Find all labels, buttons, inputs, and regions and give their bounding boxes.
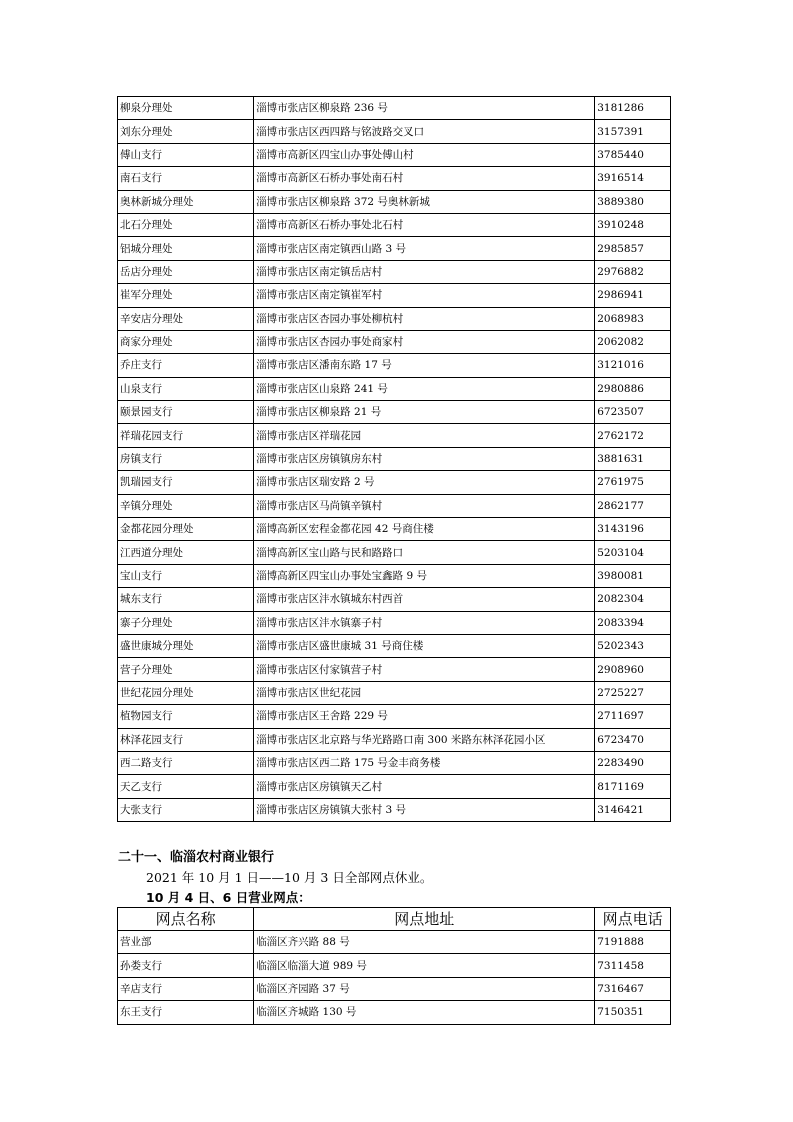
branch-name-cell: 盛世康城分理处 [118,634,254,657]
table-row [118,681,671,704]
table-row [118,190,671,213]
branch-name-cell: 植物园支行 [118,705,254,728]
branch-name-cell: 凯瑞园支行 [118,471,254,494]
branch-name-cell: 铝城分理处 [118,237,254,260]
table-row [118,424,671,447]
branch-name-cell: 孙娄支行 [118,954,254,977]
header-branch-address: 网点地址 [254,908,595,931]
branch-table-zhangdian [117,96,671,822]
table-header-row [118,908,671,931]
branch-address-cell: 淄博市张店区北京路与华光路路口南 300 米路东林泽花园小区 [254,728,595,751]
branch-address-cell: 淄博市张店区瑞安路 2 号 [254,471,595,494]
branch-phone-cell: 6723470 [595,728,671,751]
branch-phone-cell: 3910248 [595,213,671,236]
branch-name-cell: 傅山支行 [118,143,254,166]
branch-name-cell: 金都花园分理处 [118,518,254,541]
table-row [118,471,671,494]
branch-phone-cell: 7316467 [595,977,671,1000]
table-row [118,775,671,798]
table-row [118,611,671,634]
table-row [118,97,671,120]
branch-address-cell: 淄博市高新区石桥办事处南石村 [254,167,595,190]
branch-name-cell: 颐景园支行 [118,401,254,424]
table-row [118,728,671,751]
branch-name-cell: 林泽花园支行 [118,728,254,751]
branch-phone-cell: 5203104 [595,541,671,564]
branch-phone-cell: 7150351 [595,1001,671,1024]
branch-address-cell: 淄博市张店区西四路与铭波路交叉口 [254,120,595,143]
branch-name-cell: 崔军分理处 [118,284,254,307]
branch-address-cell: 淄博市张店区祥瑞花园 [254,424,595,447]
branch-name-cell: 大张支行 [118,798,254,821]
branch-name-cell: 西二路支行 [118,751,254,774]
table-row [118,931,671,954]
table-row [118,588,671,611]
branch-address-cell: 临淄区齐园路 37 号 [254,977,595,1000]
table-row [118,447,671,470]
table-row [118,1001,671,1024]
branch-name-cell: 岳店分理处 [118,260,254,283]
branch-address-cell: 淄博市张店区盛世康城 31 号商住楼 [254,634,595,657]
table-row [118,751,671,774]
branch-phone-cell: 2908960 [595,658,671,681]
table-row [118,977,671,1000]
branch-name-cell: 刘东分理处 [118,120,254,143]
branch-phone-cell: 2068983 [595,307,671,330]
branch-address-cell: 淄博市张店区杏园办事处柳杭村 [254,307,595,330]
open-days-subheading: 10 月 4 日、6 日营业网点： [146,890,311,905]
branch-address-cell: 淄博市张店区沣水镇城东村西首 [254,588,595,611]
branch-name-cell: 奥林新城分理处 [118,190,254,213]
branch-name-cell: 辛镇分理处 [118,494,254,517]
table-row [118,120,671,143]
branch-name-cell: 宝山支行 [118,564,254,587]
branch-name-cell: 山泉支行 [118,377,254,400]
branch-address-cell: 淄博市张店区西二路 175 号金丰商务楼 [254,751,595,774]
header-branch-phone: 网点电话 [595,908,671,931]
table-row [118,541,671,564]
table-row [118,237,671,260]
branch-address-cell: 淄博市张店区马尚镇辛镇村 [254,494,595,517]
branch-phone-cell: 3980081 [595,564,671,587]
branch-address-cell: 淄博市张店区世纪花园 [254,681,595,704]
table-row [118,167,671,190]
table-row [118,143,671,166]
branch-name-cell: 南石支行 [118,167,254,190]
table-row [118,494,671,517]
branch-table-linzi [117,907,671,1025]
table-body [118,97,671,822]
branch-address-cell: 临淄区齐城路 130 号 [254,1001,595,1024]
table-row [118,518,671,541]
branch-phone-cell: 3121016 [595,354,671,377]
branch-name-cell: 房镇支行 [118,447,254,470]
branch-address-cell: 淄博市张店区柳泉路 372 号奥林新城 [254,190,595,213]
branch-address-cell: 淄博市张店区南定镇岳店村 [254,260,595,283]
table-row [118,284,671,307]
branch-name-cell: 北石分理处 [118,213,254,236]
branch-address-cell: 淄博高新区四宝山办事处宝鑫路 9 号 [254,564,595,587]
table-row [118,213,671,236]
branch-address-cell: 淄博市张店区王舍路 229 号 [254,705,595,728]
table-row [118,354,671,377]
branch-address-cell: 淄博市张店区南定镇西山路 3 号 [254,237,595,260]
table-row [118,634,671,657]
branch-name-cell: 柳泉分理处 [118,97,254,120]
branch-address-cell: 淄博市高新区石桥办事处北石村 [254,213,595,236]
branch-address-cell: 淄博市张店区杏园办事处商家村 [254,330,595,353]
table-row [118,260,671,283]
branch-address-cell: 淄博市高新区四宝山办事处傅山村 [254,143,595,166]
branch-name-cell: 乔庄支行 [118,354,254,377]
table-row [118,401,671,424]
branch-phone-cell: 2761975 [595,471,671,494]
branch-name-cell: 天乙支行 [118,775,254,798]
table-body [118,931,671,1025]
branch-address-cell: 淄博市张店区付家镇营子村 [254,658,595,681]
branch-name-cell: 辛安店分理处 [118,307,254,330]
branch-phone-cell: 2283490 [595,751,671,774]
branch-phone-cell: 2976882 [595,260,671,283]
header-branch-name: 网点名称 [118,908,254,931]
table-row [118,954,671,977]
table-row [118,330,671,353]
branch-phone-cell: 3785440 [595,143,671,166]
closure-notice: 2021 年 10 月 1 日——10 月 3 日全部网点休业。 [146,870,433,885]
branch-phone-cell: 3916514 [595,167,671,190]
branch-name-cell: 营子分理处 [118,658,254,681]
branch-phone-cell: 2985857 [595,237,671,260]
branch-address-cell: 淄博市张店区南定镇崔军村 [254,284,595,307]
branch-phone-cell: 2862177 [595,494,671,517]
branch-name-cell: 江西道分理处 [118,541,254,564]
branch-address-cell: 淄博市张店区沣水镇寨子村 [254,611,595,634]
branch-address-cell: 临淄区齐兴路 88 号 [254,931,595,954]
table-row [118,564,671,587]
table-row [118,658,671,681]
branch-phone-cell: 2082304 [595,588,671,611]
branch-phone-cell: 7311458 [595,954,671,977]
branch-phone-cell: 5202343 [595,634,671,657]
branch-name-cell: 城东支行 [118,588,254,611]
branch-name-cell: 祥瑞花园支行 [118,424,254,447]
section-heading: 二十一、临淄农村商业银行 [118,850,275,865]
branch-phone-cell: 3157391 [595,120,671,143]
branch-name-cell: 营业部 [118,931,254,954]
branch-phone-cell: 3143196 [595,518,671,541]
branch-address-cell: 淄博市张店区潘南东路 17 号 [254,354,595,377]
branch-phone-cell: 2711697 [595,705,671,728]
branch-phone-cell: 3889380 [595,190,671,213]
branch-address-cell: 淄博市张店区柳泉路 21 号 [254,401,595,424]
branch-phone-cell: 3146421 [595,798,671,821]
branch-address-cell: 淄博市张店区房镇镇天乙村 [254,775,595,798]
branch-address-cell: 淄博高新区宝山路与民和路路口 [254,541,595,564]
table-row [118,307,671,330]
branch-name-cell: 世纪花园分理处 [118,681,254,704]
table-row [118,798,671,821]
branch-address-cell: 淄博市张店区房镇镇大张村 3 号 [254,798,595,821]
table-row [118,377,671,400]
branch-name-cell: 辛店支行 [118,977,254,1000]
branch-address-cell: 淄博市张店区房镇镇房东村 [254,447,595,470]
branch-phone-cell: 2762172 [595,424,671,447]
branch-name-cell: 东王支行 [118,1001,254,1024]
table-row [118,705,671,728]
branch-address-cell: 淄博市张店区山泉路 241 号 [254,377,595,400]
branch-phone-cell: 2725227 [595,681,671,704]
branch-phone-cell: 2980886 [595,377,671,400]
branch-phone-cell: 3181286 [595,97,671,120]
branch-address-cell: 淄博市张店区柳泉路 236 号 [254,97,595,120]
branch-address-cell: 淄博高新区宏程金都花园 42 号商住楼 [254,518,595,541]
branch-phone-cell: 7191888 [595,931,671,954]
branch-phone-cell: 2062082 [595,330,671,353]
branch-phone-cell: 8171169 [595,775,671,798]
branch-phone-cell: 6723507 [595,401,671,424]
branch-phone-cell: 3881631 [595,447,671,470]
branch-phone-cell: 2083394 [595,611,671,634]
branch-name-cell: 商家分理处 [118,330,254,353]
branch-name-cell: 寨子分理处 [118,611,254,634]
branch-phone-cell: 2986941 [595,284,671,307]
branch-address-cell: 临淄区临淄大道 989 号 [254,954,595,977]
